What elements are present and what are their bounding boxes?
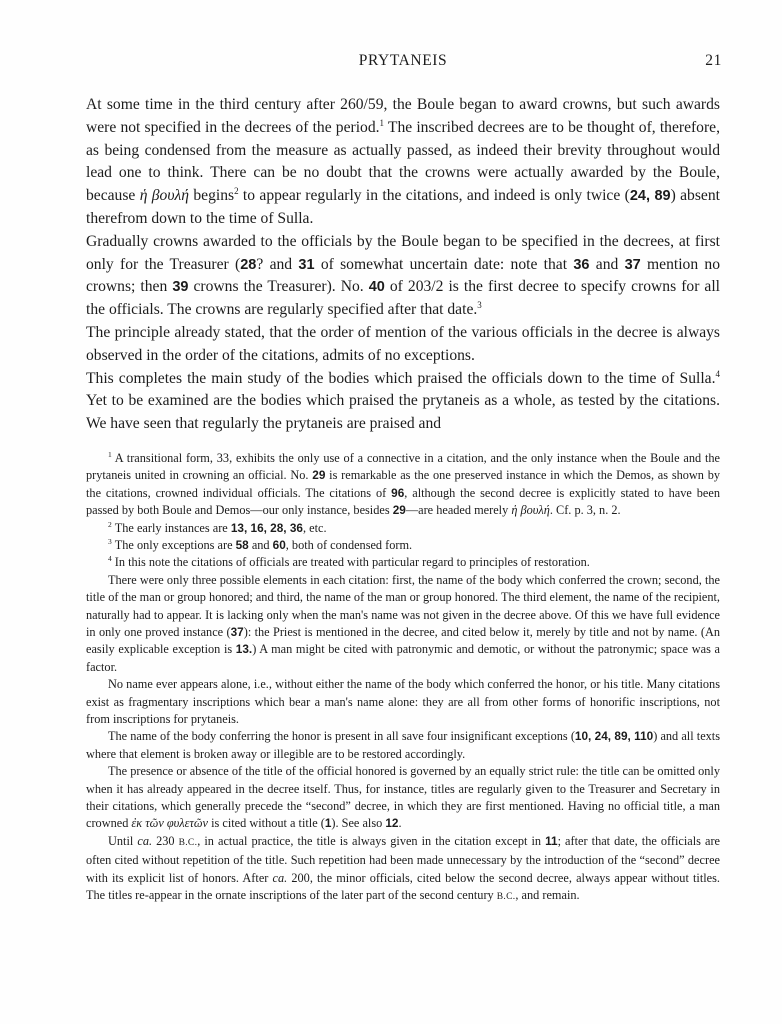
text-run: The presence or absence of the title of the official honored is governed by an equally strict rule: the title can be omitted only when it has already appeared in the decree itself. Thus, for instance, titles are regularly given to the Treasurer and Secretary in their citations, which generally precede the “second” decree, in which they are first mentioned. Having no official title, a man crowned (86, 764, 720, 831)
running-title: PRYTANEIS (358, 52, 448, 69)
text-run: Gradually crowns awarded to the officials by the Boule began to be specified in the decrees, at first only for the Treasurer ( (86, 232, 720, 273)
bold-numeral: 1 (324, 816, 332, 831)
text-run: There were only three possible elements in each citation: first, the name of the body which conferred the crown; second, the title of the man or group honored; and third, the name of the man or group honored. The third element, the name of the recipient, naturally had to appear. It is lacking only when the man's name was not given in the decree above. Of this we have full evidence in only one proved instance ( (86, 572, 720, 640)
greek-word: ca. (137, 833, 153, 848)
bold-numeral: 13. (235, 642, 253, 657)
page (86, 52, 720, 907)
greek-word: ἐκ τῶν φυλετῶν (131, 816, 209, 831)
text-run: The only exceptions are (114, 537, 236, 552)
text-run: of 203/2 is the first decree to specify crowns for all the officials. The crowns are regularly specified after that date. (86, 278, 721, 319)
page-number: 21 (705, 52, 722, 69)
text-run: mention no crowns; then (86, 255, 721, 296)
bold-numeral: 24, 89 (629, 188, 671, 205)
bold-numeral: 12 (385, 816, 399, 831)
bold-numeral: 13, 16, 28, 36 (230, 520, 303, 535)
greek-word: ca. (272, 870, 288, 885)
text-run: crowns the Treasurer). No. (188, 278, 369, 296)
note-ref: 1 (379, 117, 385, 128)
text-run: ? and (256, 255, 299, 273)
text-run: ) A man might be cited with patronymic and demotic, or without the patronymic; space was a factor. (86, 642, 720, 674)
footnote-3 (86, 537, 720, 554)
running-head (86, 52, 720, 74)
footnotes (86, 450, 720, 907)
text-run: to appear regularly in the citations, and indeed is only twice ( (238, 187, 630, 205)
footnote-1 (86, 450, 720, 520)
text-run: This completes the main study of the bodies which praised the officials down to the time of Sulla. (86, 369, 716, 387)
text-run: A transitional form, 33, exhibits the only use of a connective in a citation, and the only instance when the Boule and the prytaneis united in crowning an official. No. (86, 450, 720, 483)
small-caps: B.C. (496, 892, 516, 903)
text-run: , and remain. (515, 888, 580, 903)
text-run: No name ever appears alone, i.e., without either the name of the body which conferred the honor, or his title. Many citations exist as fragmentary inscriptions which bear a man's name alone: they are all from other forms of honorific inscriptions, not from inscriptions for prytaneis. (86, 677, 720, 727)
text-run: The early instances are (114, 520, 231, 535)
text-run: —are headed merely (405, 503, 512, 518)
footnote-4-continuation (86, 728, 720, 763)
note-ref: 3 (108, 536, 112, 546)
text-run: and (589, 255, 625, 273)
body-paragraph (86, 322, 720, 368)
greek-word: ἡ βουλή (511, 503, 550, 518)
text-run: . (398, 816, 402, 831)
footnote-4-continuation (86, 833, 720, 907)
note-ref: 2 (234, 186, 239, 197)
bold-numeral: 58 (235, 537, 249, 552)
text-run: 230 (152, 833, 179, 848)
note-ref: 4 (108, 554, 112, 564)
note-ref: 4 (715, 368, 720, 379)
greek-word: ἡ βουλή (139, 187, 189, 205)
text-run: At some time in the third century after 260/59, the Boule began to award crowns, but such awards were not specified in the decrees of the period. (86, 96, 720, 136)
text-run: , etc. (302, 520, 327, 535)
text-run: , although the second decree is explicitly stated to have been passed by both Boule and Demos—our only instance, besides (86, 485, 720, 518)
text-run: is cited without a title ( (208, 816, 325, 831)
text-run: , both of condensed form. (285, 537, 413, 552)
note-ref: 3 (477, 300, 482, 311)
bold-numeral: 11 (545, 833, 558, 848)
bold-numeral: 10, 24, 89, 110 (574, 729, 654, 744)
text-run: Yet to be examined are the bodies which praised the prytaneis as a whole, as tested by the citations. We have seen that regularly the prytaneis are praised and (86, 392, 720, 433)
footnote-4-continuation (86, 572, 720, 676)
text-run: Until (108, 833, 138, 848)
text-run: ): the Priest is mentioned in the decree, and cited below it, merely by title and not by name. (An easily explicable exception is (86, 625, 720, 657)
text-run: ; after that date, the officials are often cited without repetition of the title. Such repetition had been made unnecessary by the introduction of the “second” decree with its explicit list of honors. After (86, 833, 721, 885)
note-ref: 2 (108, 519, 112, 529)
body-text (86, 94, 720, 436)
bold-numeral: 37 (624, 256, 641, 273)
text-run: ) absent therefrom down to the time of Sulla. (86, 187, 720, 227)
body-paragraph (86, 231, 720, 322)
text-run: ). See also (331, 816, 386, 831)
bold-numeral: 29 (392, 503, 406, 518)
footnote-4 (86, 554, 720, 571)
bold-numeral: 37 (230, 625, 244, 640)
text-run: ) and all texts where that element is broken away or illegible are to be restored accordingly. (86, 729, 721, 761)
small-caps: B.C. (178, 837, 198, 848)
body-paragraph (86, 94, 720, 231)
text-run: , in actual practice, the title is always given in the citation except in (197, 833, 546, 848)
text-run: The inscribed decrees are to be thought of, therefore, as being condensed from the measure as actually passed, as indeed their brevity throughout would lead one to think. There can be no doubt that the crowns were actually awarded by the Boule, because (86, 118, 720, 205)
bold-numeral: 39 (172, 279, 189, 296)
bold-numeral: 31 (298, 256, 315, 273)
bold-numeral: 40 (368, 279, 385, 296)
text-run: In this note the citations of officials are treated with particular regard to principles of restoration. (114, 555, 590, 570)
bold-numeral: 36 (573, 256, 590, 273)
text-run: is remarkable as the one preserved instance in which the Demos, as shown by the citations, crowned individual officials. The citations of (86, 468, 720, 500)
body-paragraph (86, 368, 720, 436)
footnote-4-continuation (86, 676, 720, 728)
text-run: begins (189, 187, 235, 205)
text-run: The name of the body conferring the honor is present in all save four insignificant exceptions ( (108, 729, 575, 744)
text-run: and (248, 537, 273, 552)
text-run: . Cf. p. 3, n. 2. (549, 503, 621, 518)
bold-numeral: 28 (240, 256, 257, 273)
bold-numeral: 96 (391, 485, 405, 500)
text-run: of somewhat uncertain date: note that (314, 255, 574, 273)
footnote-4-continuation (86, 763, 720, 833)
bold-numeral: 29 (312, 468, 326, 483)
footnote-2 (86, 520, 720, 537)
text-run: 200, the minor officials, cited below the second decree, always appear without titles. The titles re-appear in the ornate inscriptions of the later part of the second century (86, 870, 720, 903)
note-ref: 1 (108, 449, 112, 459)
bold-numeral: 60 (272, 537, 286, 552)
text-run: The principle already stated, that the order of mention of the various officials in the decree is always observed in the order of the citations, admits of no exceptions. (86, 323, 720, 364)
